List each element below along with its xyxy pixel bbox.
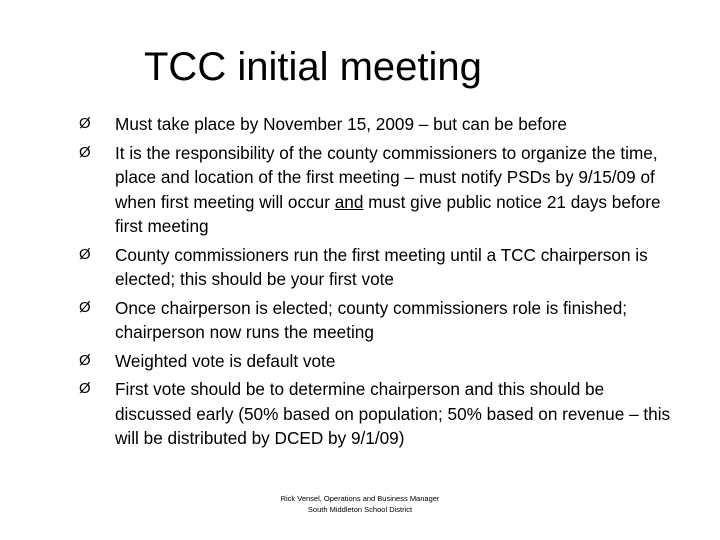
slide-title: TCC initial meeting [144, 45, 482, 89]
arrow-bullet-icon: Ø [79, 380, 91, 397]
arrow-bullet-icon: Ø [79, 143, 91, 161]
bullet-text-part: must give public notice 21 days before first meeting [115, 191, 661, 236]
bullet-text [115, 141, 679, 239]
bullet-item [79, 296, 679, 345]
bullet-item [79, 349, 679, 374]
arrow-bullet-icon: Ø [79, 351, 91, 369]
bullet-list [79, 112, 679, 455]
bullet-text: Once chairperson is elected; county commissioners role is finished; chairperson now runs the meeting [115, 297, 628, 342]
bullet-text-part: It is the responsibility of the county commissioners to organize the time, place and location of the first meeting – must notify PSDs by 9/15/09 of when first meeting will occur [115, 142, 658, 212]
bullet-text: Weighted vote is default vote [115, 350, 336, 371]
footer-author: Rick Vensel, Operations and Business Manager [280, 494, 440, 503]
bullet-item [79, 243, 679, 292]
bullet-item [79, 377, 679, 451]
bullet-item [79, 112, 679, 137]
footer [180, 493, 540, 515]
arrow-bullet-icon: Ø [79, 298, 91, 316]
bullet-text: First vote should be to determine chairperson and this should be discussed early (50% based on population; 50% based on revenue – this will be distributed by DCED by 9/1/09) [115, 379, 671, 448]
arrow-bullet-icon: Ø [79, 245, 91, 263]
arrow-bullet-icon: Ø [79, 115, 91, 132]
bullet-text: County commissioners run the first meeting until a TCC chairperson is elected; this should be your first vote [115, 244, 648, 289]
bullet-item [79, 141, 679, 239]
bullet-text: Must take place by November 15, 2009 – but can be before [115, 114, 567, 134]
footer-organization: South Middleton School District [307, 505, 413, 514]
underlined-word: and [334, 191, 364, 212]
